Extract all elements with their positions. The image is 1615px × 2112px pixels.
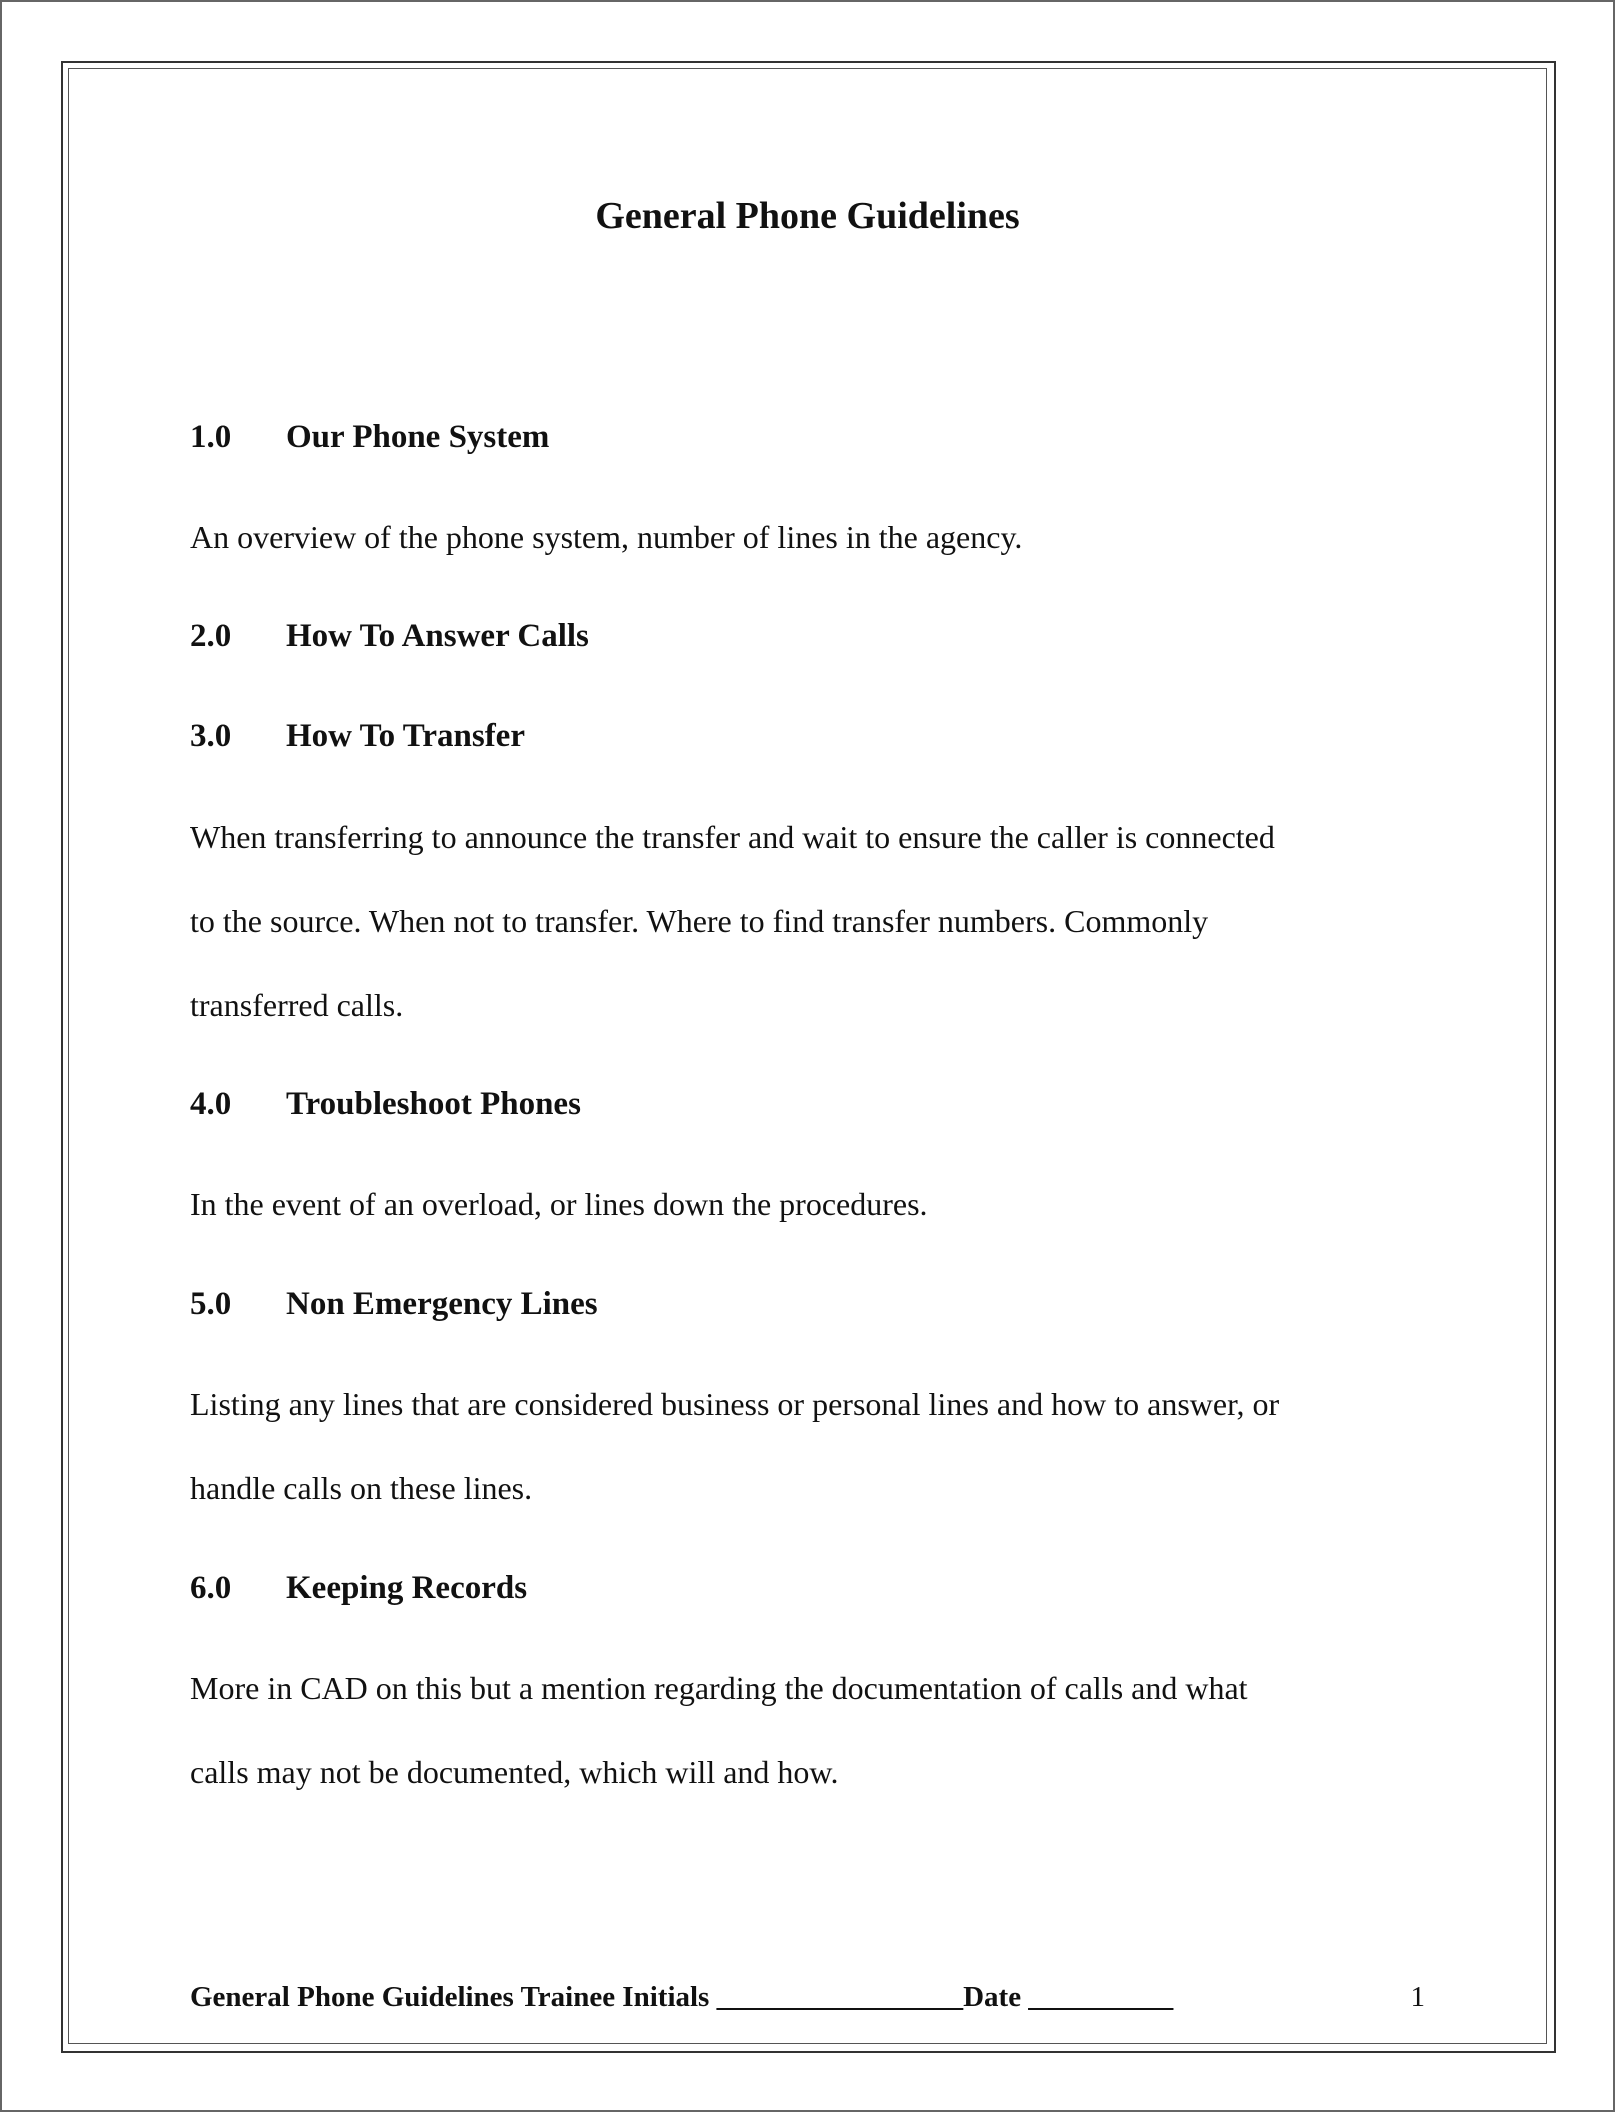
section-3-text-line: transferred calls. [190,987,404,1023]
section-heading-our-phone-system [190,417,549,457]
section-title: Troubleshoot Phones [286,1086,581,1122]
section-number: 2.0 [190,618,232,654]
section-title: How To Answer Calls [286,618,589,654]
section-number: 1.0 [190,419,232,455]
section-heading-how-to-answer-calls [190,616,589,656]
section-5-text-line: handle calls on these lines. [190,1470,533,1506]
section-6-text-line: calls may not be documented, which will and how. [190,1754,839,1790]
section-heading-how-to-transfer [190,716,525,756]
section-title: Keeping Records [286,1570,528,1606]
section-number: 3.0 [190,718,232,754]
section-heading-troubleshoot-phones [190,1084,581,1124]
document-title: General Phone Guidelines [595,195,1020,237]
section-title: How To Transfer [286,718,525,754]
page-border-inner [68,68,1547,2044]
section-6-text-line: More in CAD on this but a mention regarding the documentation of calls and what [190,1670,1248,1706]
section-3-text-line: When transferring to announce the transfer and wait to ensure the caller is connected [190,819,1275,855]
page-number: 1 [1410,1981,1425,2013]
section-number: 6.0 [190,1570,232,1606]
section-5-text-line: Listing any lines that are considered business or personal lines and how to answer, or [190,1386,1280,1422]
section-3-text-line: to the source. When not to transfer. Where to find transfer numbers. Commonly [190,903,1209,939]
section-4-text-line: In the event of an overload, or lines down the procedures. [190,1186,928,1222]
section-title: Our Phone System [286,419,550,455]
section-heading-keeping-records [190,1568,527,1608]
section-title: Non Emergency Lines [286,1286,598,1322]
section-number: 5.0 [190,1286,232,1322]
page-footer: General Phone Guidelines Trainee Initials _________________Date __________ [190,1981,1174,2013]
section-number: 4.0 [190,1086,232,1122]
section-1-text-line: An overview of the phone system, number of lines in the agency. [190,519,1023,555]
section-heading-non-emergency-lines [190,1284,598,1324]
